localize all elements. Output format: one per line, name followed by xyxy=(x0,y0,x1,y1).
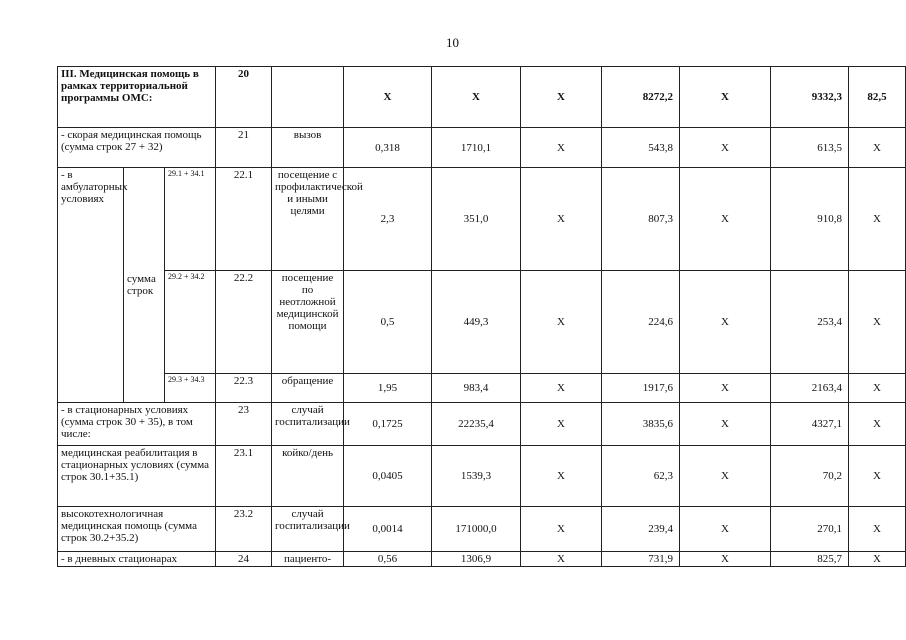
sub-code: 29.3 + 34.3 xyxy=(165,374,216,403)
medical-care-table xyxy=(57,66,906,567)
cell-value: 2,3 xyxy=(344,168,432,271)
cell-value: 0,0405 xyxy=(344,446,432,507)
cell-value: 983,4 xyxy=(432,374,521,403)
cell-value: X xyxy=(849,403,906,446)
row-unit: койко/день xyxy=(272,446,344,507)
cell-value: X xyxy=(521,403,602,446)
cell-value: 0,56 xyxy=(344,552,432,567)
cell-value: X xyxy=(849,552,906,567)
cell-value: 1306,9 xyxy=(432,552,521,567)
row-name: - в стационарных условиях (сумма строк 30 + 35), в том числе: xyxy=(58,403,216,446)
row-code: 23 xyxy=(216,403,272,446)
cell-value: X xyxy=(680,67,771,128)
row-unit: случай госпитализации xyxy=(272,403,344,446)
row-code: 22.2 xyxy=(216,271,272,374)
cell-value: 9332,3 xyxy=(771,67,849,128)
cell-value: X xyxy=(521,507,602,552)
cell-value: X xyxy=(849,168,906,271)
sum-label: сумма строк xyxy=(124,168,165,403)
cell-value: 731,9 xyxy=(602,552,680,567)
row-unit: обращение xyxy=(272,374,344,403)
cell-value: 351,0 xyxy=(432,168,521,271)
cell-value: X xyxy=(849,446,906,507)
cell-value: 82,5 xyxy=(849,67,906,128)
table-row xyxy=(58,403,906,446)
row-unit xyxy=(272,67,344,128)
cell-value: X xyxy=(344,67,432,128)
cell-value: 825,7 xyxy=(771,552,849,567)
table-row xyxy=(58,128,906,168)
cell-value: 543,8 xyxy=(602,128,680,168)
cell-value: 449,3 xyxy=(432,271,521,374)
cell-value: 224,6 xyxy=(602,271,680,374)
cell-value: 0,5 xyxy=(344,271,432,374)
cell-value: X xyxy=(680,552,771,567)
row-unit: посещение по неотложной медицинской помощи xyxy=(272,271,344,374)
cell-value: 1917,6 xyxy=(602,374,680,403)
cell-value: 1710,1 xyxy=(432,128,521,168)
row-code: 21 xyxy=(216,128,272,168)
cell-value: 910,8 xyxy=(771,168,849,271)
row-code: 24 xyxy=(216,552,272,567)
row-code: 23.2 xyxy=(216,507,272,552)
cell-value: X xyxy=(680,168,771,271)
cell-value: 613,5 xyxy=(771,128,849,168)
cell-value: 8272,2 xyxy=(602,67,680,128)
cell-value: 0,318 xyxy=(344,128,432,168)
table-row xyxy=(58,374,906,403)
row-unit: пациенто- xyxy=(272,552,344,567)
cell-value: X xyxy=(849,374,906,403)
cell-value: 2163,4 xyxy=(771,374,849,403)
cell-value: 3835,6 xyxy=(602,403,680,446)
cell-value: X xyxy=(432,67,521,128)
table-row xyxy=(58,446,906,507)
cell-value: X xyxy=(849,271,906,374)
cell-value: 253,4 xyxy=(771,271,849,374)
cell-value: X xyxy=(680,271,771,374)
cell-value: X xyxy=(521,552,602,567)
row-code: 22.1 xyxy=(216,168,272,271)
cell-value: X xyxy=(680,403,771,446)
row-code: 22.3 xyxy=(216,374,272,403)
sub-code: 29.2 + 34.2 xyxy=(165,271,216,374)
row-unit: посещение с профилактической и иными целями xyxy=(272,168,344,271)
cell-value: X xyxy=(849,507,906,552)
table-row xyxy=(58,552,906,567)
cell-value: X xyxy=(680,446,771,507)
cell-value: X xyxy=(680,507,771,552)
table-row xyxy=(58,168,906,271)
cell-value: 70,2 xyxy=(771,446,849,507)
cell-value: X xyxy=(521,271,602,374)
row-code: 20 xyxy=(216,67,272,128)
cell-value: X xyxy=(849,128,906,168)
row-name: высокотехнологичная медицинская помощь (сумма строк 30.2+35.2) xyxy=(58,507,216,552)
cell-value: X xyxy=(521,67,602,128)
row-name: - в амбулаторных условиях xyxy=(58,168,124,403)
cell-value: 62,3 xyxy=(602,446,680,507)
cell-value: X xyxy=(521,446,602,507)
table-row xyxy=(58,507,906,552)
cell-value: X xyxy=(680,128,771,168)
row-unit: вызов xyxy=(272,128,344,168)
cell-value: X xyxy=(521,168,602,271)
cell-value: 1539,3 xyxy=(432,446,521,507)
cell-value: 807,3 xyxy=(602,168,680,271)
cell-value: 4327,1 xyxy=(771,403,849,446)
row-name: - в дневных стационарах xyxy=(58,552,216,567)
cell-value: 0,0014 xyxy=(344,507,432,552)
cell-value: 0,1725 xyxy=(344,403,432,446)
cell-value: 171000,0 xyxy=(432,507,521,552)
cell-value: 22235,4 xyxy=(432,403,521,446)
cell-value: X xyxy=(680,374,771,403)
cell-value: X xyxy=(521,128,602,168)
table-row xyxy=(58,67,906,128)
cell-value: 270,1 xyxy=(771,507,849,552)
sub-code: 29.1 + 34.1 xyxy=(165,168,216,271)
row-name: медицинская реабилитация в стационарных условиях (сумма строк 30.1+35.1) xyxy=(58,446,216,507)
cell-value: 239,4 xyxy=(602,507,680,552)
cell-value: 1,95 xyxy=(344,374,432,403)
page-number: 10 xyxy=(446,35,459,50)
table-row xyxy=(58,271,906,374)
row-name: - скорая медицинская помощь (сумма строк 27 + 32) xyxy=(58,128,216,168)
row-code: 23.1 xyxy=(216,446,272,507)
row-unit: случай госпитализации xyxy=(272,507,344,552)
row-name: III. Медицинская помощь в рамках территориальной программы ОМС: xyxy=(58,67,216,128)
cell-value: X xyxy=(521,374,602,403)
